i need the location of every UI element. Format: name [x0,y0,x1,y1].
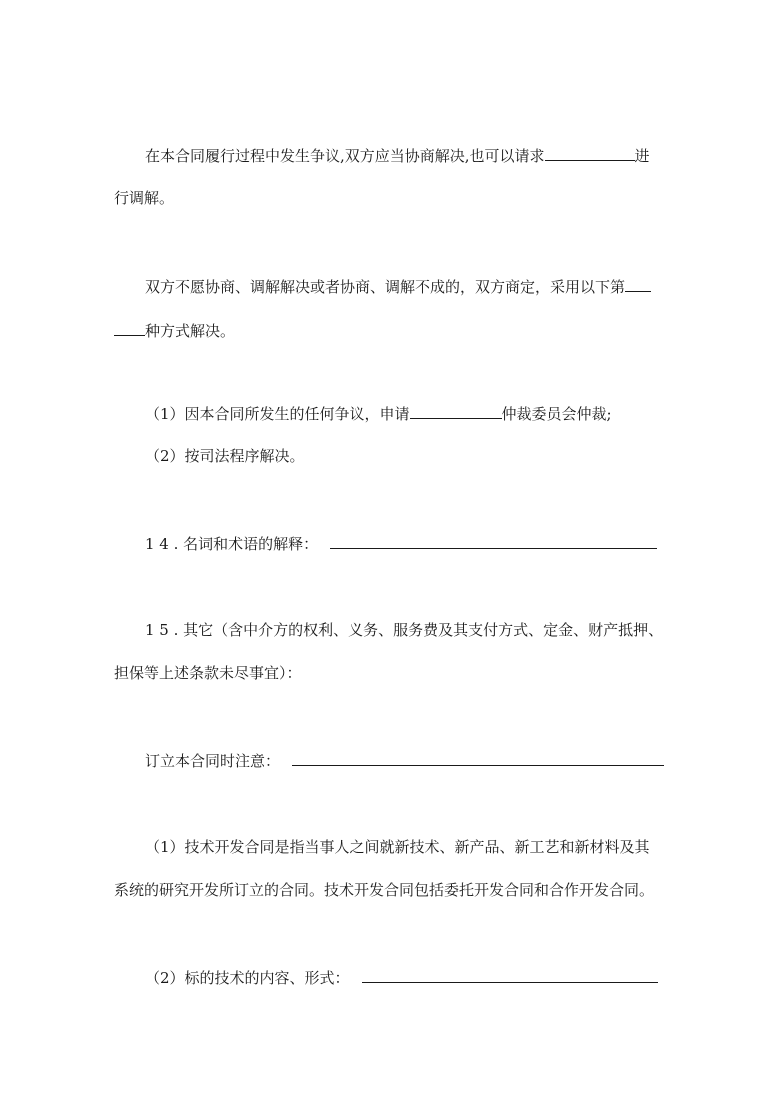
note-1-line-2: 系统的研究开发所订立的合同。技术开发合同包括委托开发合同和合作开发合同。 [114,881,655,899]
mediation-clause-line-1 [145,145,650,165]
option-arbitration [145,403,612,423]
signing-notice-label: 订立本合同时注意： [145,752,281,770]
method-number-blank-b[interactable] [114,320,145,336]
mediation-body-blank[interactable] [545,145,635,161]
item-15-other-line-2: 担保等上述条款未尽事宜）： [114,664,302,682]
item-15-other-line-1: 1 5 . 其它（含中介方的权利、义务、服务费及其支付方式、定金、财产抵押、 [145,621,664,639]
terms-definition-blank[interactable] [330,533,657,549]
dispute-method-text: 双方不愿协商、调解解决或者协商、调解不成的，双方商定，采用以下第 [145,278,626,296]
mediation-clause-line-2: 行调解。 [114,189,175,207]
item-14-terms [145,533,657,553]
dispute-method-line-2 [114,320,235,340]
dispute-method-line-1 [145,276,651,296]
option-arbitration-suffix: 仲裁委员会仲裁; [501,405,612,423]
option-arbitration-text: （1）因本合同所发生的任何争议，申请 [145,405,410,423]
mediation-clause-text: 在本合同履行过程中发生争议,双方应当协商解决,也可以请求 [145,147,545,165]
signing-notice-blank[interactable] [292,750,664,766]
note-1-line-1: （1）技术开发合同是指当事人之间就新技术、新产品、新工艺和新材料及其 [145,838,650,856]
item-14-label: 1 4 . 名词和术语的解释： [145,535,319,553]
subject-tech-blank[interactable] [362,967,658,983]
arbitration-committee-blank[interactable] [410,403,502,419]
method-number-blank-a[interactable] [625,276,651,292]
note-2-label: （2）标的技术的内容、形式： [145,969,350,987]
mediation-clause-suffix: 进 [634,147,650,165]
option-judicial: （2）按司法程序解决。 [145,447,305,465]
signing-notice [145,750,664,770]
dispute-method-suffix: 种方式解决。 [145,322,236,340]
note-2-subject-tech [145,967,658,987]
